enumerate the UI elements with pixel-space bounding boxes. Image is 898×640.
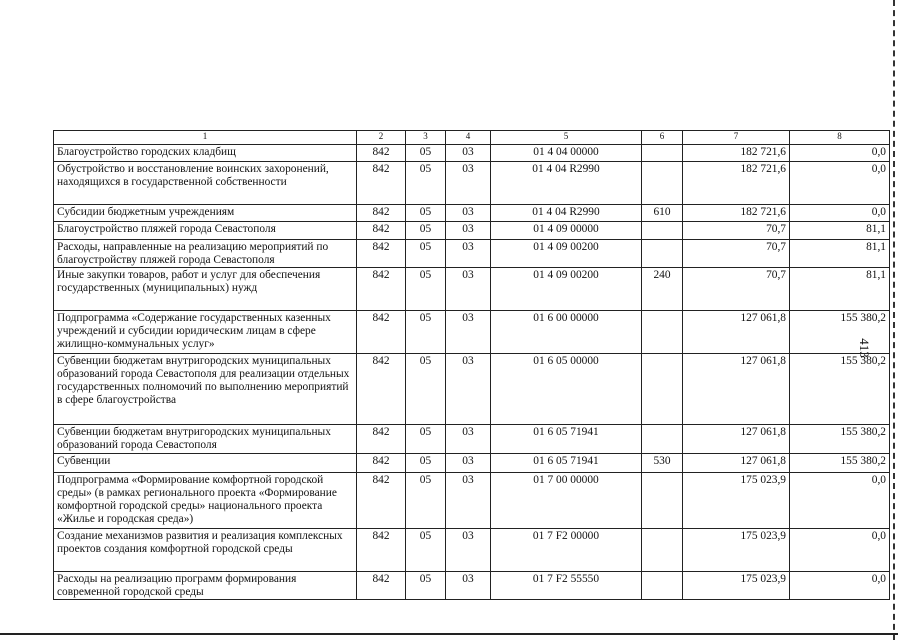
target-article-cell: 01 4 04 00000 <box>491 145 642 162</box>
amount-year-1-cell: 70,7 <box>683 268 790 311</box>
budget-table <box>53 130 890 600</box>
amount-year-2-cell: 81,1 <box>790 222 890 240</box>
target-article-cell: 01 6 05 71941 <box>491 425 642 454</box>
table-row <box>54 454 890 473</box>
table-row <box>54 222 890 240</box>
column-header-6: 6 <box>642 131 683 145</box>
amount-year-2-cell: 0,0 <box>790 205 890 222</box>
subsection-code-cell: 03 <box>446 240 491 268</box>
section-code-cell: 05 <box>406 205 446 222</box>
column-header-8: 8 <box>790 131 890 145</box>
item-name-cell: Подпрограмма «Содержание государственных казенных учреждений и субсидии юридическим лицам в сфере жилищно-коммунальных услуг» <box>54 311 357 354</box>
table-header-row <box>54 131 890 145</box>
amount-year-2-cell: 0,0 <box>790 162 890 205</box>
target-article-cell: 01 6 05 71941 <box>491 454 642 473</box>
item-name-cell: Субсидии бюджетным учреждениям <box>54 205 357 222</box>
amount-year-2-cell: 0,0 <box>790 145 890 162</box>
expense-type-cell: 530 <box>642 454 683 473</box>
item-name-cell: Иные закупки товаров, работ и услуг для обеспечения государственных (муниципальных) нужд <box>54 268 357 311</box>
expense-type-cell <box>642 311 683 354</box>
target-article-cell: 01 7 F2 55550 <box>491 572 642 600</box>
table-row <box>54 162 890 205</box>
amount-year-2-cell: 155 380,2 <box>790 425 890 454</box>
section-code-cell: 05 <box>406 268 446 311</box>
amount-year-1-cell: 175 023,9 <box>683 529 790 572</box>
amount-year-1-cell: 127 061,8 <box>683 454 790 473</box>
ministry-code-cell: 842 <box>357 145 406 162</box>
column-header-5: 5 <box>491 131 642 145</box>
subsection-code-cell: 03 <box>446 473 491 529</box>
target-article-cell: 01 6 05 00000 <box>491 354 642 425</box>
amount-year-1-cell: 182 721,6 <box>683 145 790 162</box>
subsection-code-cell: 03 <box>446 425 491 454</box>
item-name-cell: Благоустройство пляжей города Севастополя <box>54 222 357 240</box>
amount-year-1-cell: 70,7 <box>683 240 790 268</box>
target-article-cell: 01 4 04 R2990 <box>491 205 642 222</box>
subsection-code-cell: 03 <box>446 311 491 354</box>
ministry-code-cell: 842 <box>357 240 406 268</box>
page-edge-bottom <box>0 633 898 635</box>
ministry-code-cell: 842 <box>357 205 406 222</box>
subsection-code-cell: 03 <box>446 145 491 162</box>
column-header-7: 7 <box>683 131 790 145</box>
column-header-3: 3 <box>406 131 446 145</box>
ministry-code-cell: 842 <box>357 454 406 473</box>
amount-year-2-cell: 0,0 <box>790 473 890 529</box>
subsection-code-cell: 03 <box>446 354 491 425</box>
column-header-2: 2 <box>357 131 406 145</box>
expense-type-cell: 610 <box>642 205 683 222</box>
item-name-cell: Создание механизмов развития и реализация комплексных проектов создания комфортной городской среды <box>54 529 357 572</box>
subsection-code-cell: 03 <box>446 162 491 205</box>
table-row <box>54 572 890 600</box>
ministry-code-cell: 842 <box>357 162 406 205</box>
item-name-cell: Субвенции бюджетам внутригородских муниципальных образований города Севастополя для реализации отдельных государственных полномочий по выполнению мероприятий в сфере благоустройства <box>54 354 357 425</box>
table-row <box>54 205 890 222</box>
table-row <box>54 529 890 572</box>
target-article-cell: 01 4 09 00200 <box>491 240 642 268</box>
section-code-cell: 05 <box>406 454 446 473</box>
expense-type-cell <box>642 145 683 162</box>
ministry-code-cell: 842 <box>357 268 406 311</box>
table-row <box>54 473 890 529</box>
amount-year-1-cell: 175 023,9 <box>683 572 790 600</box>
target-article-cell: 01 6 00 00000 <box>491 311 642 354</box>
table-row <box>54 425 890 454</box>
item-name-cell: Расходы на реализацию программ формирования современной городской среды <box>54 572 357 600</box>
item-name-cell: Благоустройство городских кладбищ <box>54 145 357 162</box>
item-name-cell: Подпрограмма «Формирование комфортной городской среды» (в рамках регионального проекта «Формирование комфортной городской среды» национального проекта «Жилье и городская среда») <box>54 473 357 529</box>
amount-year-2-cell: 155 380,2 <box>790 454 890 473</box>
table-row <box>54 354 890 425</box>
section-code-cell: 05 <box>406 240 446 268</box>
amount-year-2-cell: 81,1 <box>790 268 890 311</box>
column-header-4: 4 <box>446 131 491 145</box>
subsection-code-cell: 03 <box>446 268 491 311</box>
amount-year-2-cell: 155 380,2 <box>790 311 890 354</box>
section-code-cell: 05 <box>406 222 446 240</box>
page-number: 413 <box>857 338 872 358</box>
section-code-cell: 05 <box>406 529 446 572</box>
amount-year-2-cell: 0,0 <box>790 529 890 572</box>
target-article-cell: 01 4 09 00000 <box>491 222 642 240</box>
amount-year-1-cell: 175 023,9 <box>683 473 790 529</box>
ministry-code-cell: 842 <box>357 529 406 572</box>
expense-type-cell: 240 <box>642 268 683 311</box>
table-row <box>54 311 890 354</box>
column-header-1: 1 <box>54 131 357 145</box>
amount-year-1-cell: 70,7 <box>683 222 790 240</box>
amount-year-2-cell: 155 380,2 <box>790 354 890 425</box>
amount-year-2-cell: 81,1 <box>790 240 890 268</box>
subsection-code-cell: 03 <box>446 454 491 473</box>
amount-year-1-cell: 127 061,8 <box>683 311 790 354</box>
table-row <box>54 268 890 311</box>
ministry-code-cell: 842 <box>357 354 406 425</box>
expense-type-cell <box>642 473 683 529</box>
section-code-cell: 05 <box>406 473 446 529</box>
item-name-cell: Расходы, направленные на реализацию мероприятий по благоустройству пляжей города Севастополя <box>54 240 357 268</box>
expense-type-cell <box>642 572 683 600</box>
ministry-code-cell: 842 <box>357 425 406 454</box>
item-name-cell: Обустройство и восстановление воинских захоронений, находящихся в государственной собственности <box>54 162 357 205</box>
amount-year-1-cell: 182 721,6 <box>683 205 790 222</box>
amount-year-2-cell: 0,0 <box>790 572 890 600</box>
target-article-cell: 01 4 04 R2990 <box>491 162 642 205</box>
target-article-cell: 01 7 00 00000 <box>491 473 642 529</box>
expense-type-cell <box>642 529 683 572</box>
section-code-cell: 05 <box>406 311 446 354</box>
section-code-cell: 05 <box>406 354 446 425</box>
subsection-code-cell: 03 <box>446 222 491 240</box>
section-code-cell: 05 <box>406 425 446 454</box>
target-article-cell: 01 7 F2 00000 <box>491 529 642 572</box>
expense-type-cell <box>642 425 683 454</box>
expense-type-cell <box>642 354 683 425</box>
ministry-code-cell: 842 <box>357 311 406 354</box>
section-code-cell: 05 <box>406 162 446 205</box>
item-name-cell: Субвенции бюджетам внутригородских муниципальных образований города Севастополя <box>54 425 357 454</box>
ministry-code-cell: 842 <box>357 473 406 529</box>
target-article-cell: 01 4 09 00200 <box>491 268 642 311</box>
section-code-cell: 05 <box>406 572 446 600</box>
amount-year-1-cell: 127 061,8 <box>683 354 790 425</box>
table-row <box>54 240 890 268</box>
expense-type-cell <box>642 240 683 268</box>
amount-year-1-cell: 127 061,8 <box>683 425 790 454</box>
subsection-code-cell: 03 <box>446 529 491 572</box>
expense-type-cell <box>642 162 683 205</box>
expense-type-cell <box>642 222 683 240</box>
ministry-code-cell: 842 <box>357 222 406 240</box>
ministry-code-cell: 842 <box>357 572 406 600</box>
table-row <box>54 145 890 162</box>
item-name-cell: Субвенции <box>54 454 357 473</box>
subsection-code-cell: 03 <box>446 205 491 222</box>
amount-year-1-cell: 182 721,6 <box>683 162 790 205</box>
section-code-cell: 05 <box>406 145 446 162</box>
subsection-code-cell: 03 <box>446 572 491 600</box>
page-edge-right <box>893 0 895 640</box>
